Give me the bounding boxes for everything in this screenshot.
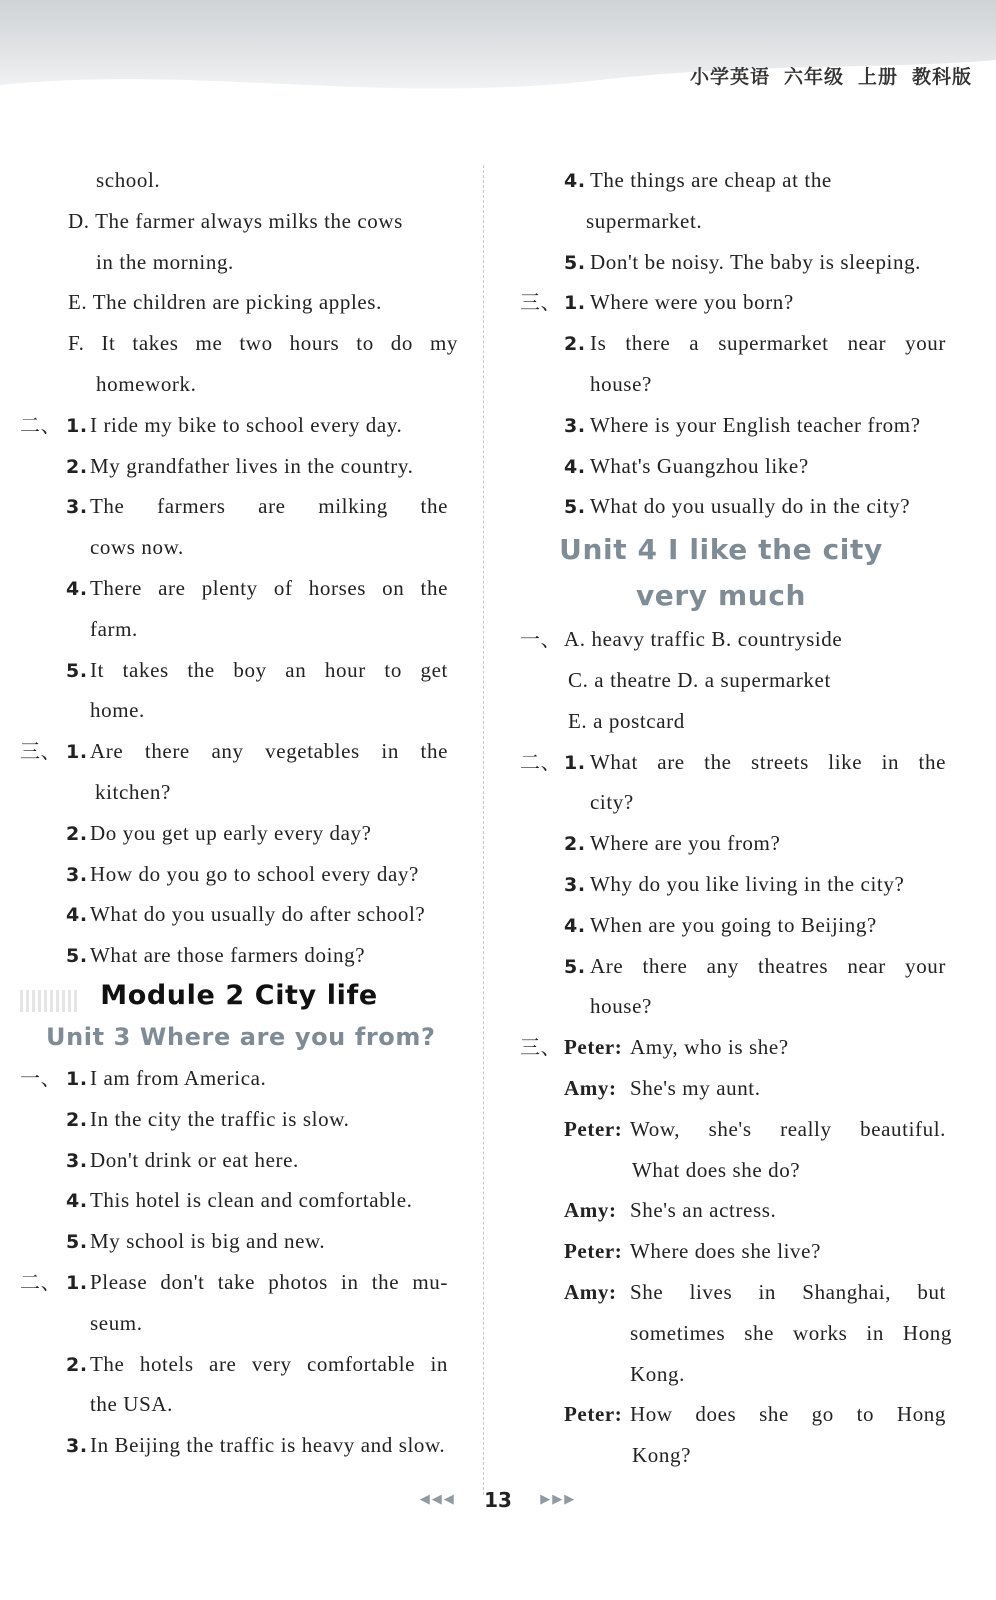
answer-text: My grandfather lives in the country. [90, 453, 414, 478]
answer-item [20, 446, 458, 487]
item-number: 3. [564, 873, 586, 896]
right-column [520, 160, 952, 1476]
answer-item [20, 894, 458, 935]
item-number: 4. [66, 577, 88, 600]
item-number: 1. [66, 414, 88, 437]
continuation-line [20, 364, 458, 405]
speaker-name: Peter: [564, 1239, 623, 1264]
answer-text: Where is your English teacher from? [590, 412, 921, 437]
answer-item [20, 568, 458, 609]
header-edition: 教科版 [911, 66, 972, 88]
answer-item [20, 405, 458, 446]
answer-item [20, 731, 458, 772]
answer-text: Kong? [632, 1443, 691, 1468]
module-heading: Module 2 City life [100, 979, 378, 1011]
section-marker: 一、 [520, 627, 562, 652]
dialog-line [520, 1190, 952, 1231]
continuation-line [20, 690, 458, 731]
item-number: 1. [66, 1271, 88, 1294]
answer-text: Is there a supermarket near your [590, 331, 946, 356]
answer-item [20, 1262, 458, 1303]
answer-text: D. The farmer always milks the cows [68, 208, 403, 233]
answer-text: F. It takes me two hours to do my [68, 331, 458, 356]
answer-item [520, 242, 952, 283]
answer-text: What does she do? [632, 1157, 801, 1182]
continuation-line [20, 772, 458, 813]
answer-text: Kong. [630, 1361, 685, 1386]
speaker-name: Amy: [564, 1198, 617, 1223]
answer-text: home. [90, 698, 145, 723]
header-band [0, 0, 996, 95]
answer-text: farm. [90, 616, 138, 641]
speaker-name: Peter: [564, 1035, 623, 1060]
speaker-name: Peter: [564, 1116, 623, 1141]
answer-item [520, 742, 952, 783]
next-arrows-icon: ▶▶▶ [540, 1492, 577, 1507]
answer-item [520, 486, 952, 527]
header-title [676, 62, 972, 89]
answer-item [20, 813, 458, 854]
answer-text: E. The children are picking apples. [68, 290, 382, 315]
answer-text: E. a postcard [568, 708, 685, 733]
answer-item [20, 1180, 458, 1221]
answer-text: cows now. [90, 535, 184, 560]
answer-text: the USA. [90, 1392, 173, 1417]
answer-text: school. [96, 168, 161, 192]
answer-text: What do you usually do in the city? [590, 494, 911, 519]
answer-item [20, 650, 458, 691]
speaker-name: Amy: [564, 1075, 617, 1100]
answer-text: The hotels are very comfortable in [90, 1351, 448, 1376]
answer-item [520, 823, 952, 864]
answer-item [20, 1099, 458, 1140]
answer-text: Are there any vegetables in the [90, 739, 448, 764]
answer-text: house? [590, 994, 652, 1019]
continuation-line [20, 201, 458, 242]
answer-item [20, 854, 458, 895]
answer-text: When are you going to Beijing? [590, 912, 877, 937]
answer-text: The farmers are milking the [90, 494, 448, 519]
answer-text: It takes the boy an hour to get [90, 657, 448, 682]
answer-text: What's Guangzhou like? [590, 453, 809, 478]
answer-item [520, 282, 952, 323]
unit-heading: Unit 4 I like the city very much [559, 533, 883, 613]
dialog-line [520, 1068, 952, 1109]
speaker-name: Amy: [564, 1279, 617, 1304]
item-number: 2. [66, 1353, 88, 1376]
header-subject: 小学英语 [689, 66, 770, 88]
answer-text: She lives in Shanghai, but [630, 1279, 946, 1304]
item-number: 3. [66, 496, 88, 519]
answer-text: Are there any theatres near your [590, 953, 946, 978]
answer-text: seum. [90, 1310, 143, 1335]
item-number: 2. [66, 455, 88, 478]
item-number: 2. [564, 333, 586, 356]
continuation-line [520, 1354, 952, 1395]
item-number: 5. [564, 251, 586, 274]
answer-text: The things are cheap at the [590, 168, 832, 192]
answer-item [520, 619, 952, 660]
page-footer [0, 1486, 996, 1512]
item-number: 5. [564, 496, 586, 519]
answer-text: homework. [96, 371, 197, 396]
item-number: 3. [564, 414, 586, 437]
item-number: 4. [564, 455, 586, 478]
continuation-line [520, 660, 952, 701]
answer-text: What are the streets like in the [590, 749, 946, 774]
answer-text: I ride my bike to school every day. [90, 412, 403, 437]
item-number: 5. [66, 1231, 88, 1254]
answer-text: There are plenty of horses on the [90, 575, 448, 600]
continuation-line [20, 609, 458, 650]
continuation-line [20, 1384, 458, 1425]
item-number: 3. [66, 1435, 88, 1458]
answer-text: Amy, who is she? [630, 1035, 789, 1060]
prev-arrows-icon: ◀◀◀ [419, 1492, 456, 1507]
speaker-name: Peter: [564, 1402, 623, 1427]
answer-item [20, 1221, 458, 1262]
answer-item [520, 160, 952, 201]
dialog-line [520, 1231, 952, 1272]
answer-item [20, 1425, 458, 1466]
page-number: 13 [484, 1487, 512, 1512]
answer-item [520, 946, 952, 987]
item-number: 4. [564, 914, 586, 937]
continuation-line [520, 201, 952, 242]
item-number: 1. [564, 751, 586, 774]
continuation-line [520, 1435, 952, 1476]
item-number: 2. [66, 822, 88, 845]
answer-text: A. heavy traffic B. countryside [564, 627, 843, 652]
answer-text: supermarket. [586, 208, 703, 233]
answer-item [20, 935, 458, 976]
header-grade: 六年级 [783, 66, 844, 88]
answer-text: What do you usually do after school? [90, 902, 426, 927]
answer-text: Why do you like living in the city? [590, 871, 905, 896]
item-number: 1. [564, 292, 586, 315]
item-number: 1. [66, 741, 88, 764]
answer-text: She's my aunt. [630, 1075, 761, 1100]
answer-text: kitchen? [95, 779, 171, 804]
item-number: 4. [66, 1190, 88, 1213]
answer-text: What are those farmers doing? [90, 943, 366, 968]
continuation-line [520, 701, 952, 742]
dialog-line [520, 1109, 952, 1150]
section-marker: 二、 [20, 412, 62, 437]
answer-text: Please don't take photos in the mu- [90, 1269, 448, 1294]
answer-item [20, 1058, 458, 1099]
continuation-line [520, 1150, 952, 1191]
answer-text: How does she go to Hong [630, 1402, 946, 1427]
answer-text: Don't be noisy. The baby is sleeping. [590, 249, 922, 274]
answer-text: Don't drink or eat here. [90, 1147, 299, 1172]
section-marker: 二、 [520, 749, 562, 774]
answer-text: My school is big and new. [90, 1229, 326, 1254]
item-number: 4. [564, 170, 586, 192]
dialog-line [520, 1394, 952, 1435]
answer-item [20, 1140, 458, 1181]
continuation-line [520, 986, 952, 1027]
answer-item [520, 405, 952, 446]
continuation-line [520, 1313, 952, 1354]
column-divider [483, 165, 484, 1495]
section-marker: 三、 [520, 290, 562, 315]
item-number: 5. [66, 945, 88, 968]
answer-text: house? [590, 371, 652, 396]
unit-heading: Unit 3 Where are you from? [46, 1022, 436, 1051]
section-marker: 三、 [520, 1035, 562, 1060]
continuation-line [20, 527, 458, 568]
item-number: 5. [564, 955, 586, 978]
answer-text: Do you get up early every day? [90, 820, 372, 845]
answer-text: Where were you born? [590, 290, 794, 315]
answer-item [520, 864, 952, 905]
answer-item [520, 323, 952, 364]
continuation-line [20, 242, 458, 283]
answer-text: How do you go to school every day? [90, 861, 419, 886]
section-marker: 三、 [20, 739, 62, 764]
answer-text: She's an actress. [630, 1198, 777, 1223]
header-volume: 上册 [857, 66, 898, 88]
answer-item [520, 905, 952, 946]
answer-text: Where are you from? [590, 831, 781, 856]
item-number: 5. [66, 659, 88, 682]
answer-text: Where does she live? [630, 1239, 822, 1264]
item-number: 3. [66, 1149, 88, 1172]
item-number: 1. [66, 1067, 88, 1090]
answer-text: Wow, she's really beautiful. [630, 1116, 946, 1141]
item-number: 3. [66, 863, 88, 886]
answer-text: sometimes she works in Hong [630, 1320, 952, 1345]
continuation-line [20, 1303, 458, 1344]
continuation-line [520, 364, 952, 405]
item-number: 4. [66, 904, 88, 927]
answer-text: C. a theatre D. a supermarket [568, 667, 831, 692]
answer-item [520, 446, 952, 487]
answer-text: This hotel is clean and comfortable. [90, 1188, 413, 1213]
answer-text: city? [590, 790, 634, 815]
section-marker: 二、 [20, 1269, 62, 1294]
item-number: 2. [66, 1108, 88, 1131]
continuation-line [20, 282, 458, 323]
dialog-line [520, 1027, 952, 1068]
continuation-line [520, 782, 952, 823]
section-marker: 一、 [20, 1065, 62, 1090]
answer-item [20, 486, 458, 527]
answer-text: In Beijing the traffic is heavy and slow. [90, 1433, 446, 1458]
answer-item [20, 1344, 458, 1385]
continuation-line [20, 323, 458, 364]
answer-text: In the city the traffic is slow. [90, 1106, 350, 1131]
left-column [20, 160, 458, 1466]
continuation-line [20, 160, 458, 201]
dialog-line [520, 1272, 952, 1313]
answer-text: I am from America. [90, 1065, 267, 1090]
answer-text: in the morning. [96, 249, 234, 274]
item-number: 2. [564, 833, 586, 856]
